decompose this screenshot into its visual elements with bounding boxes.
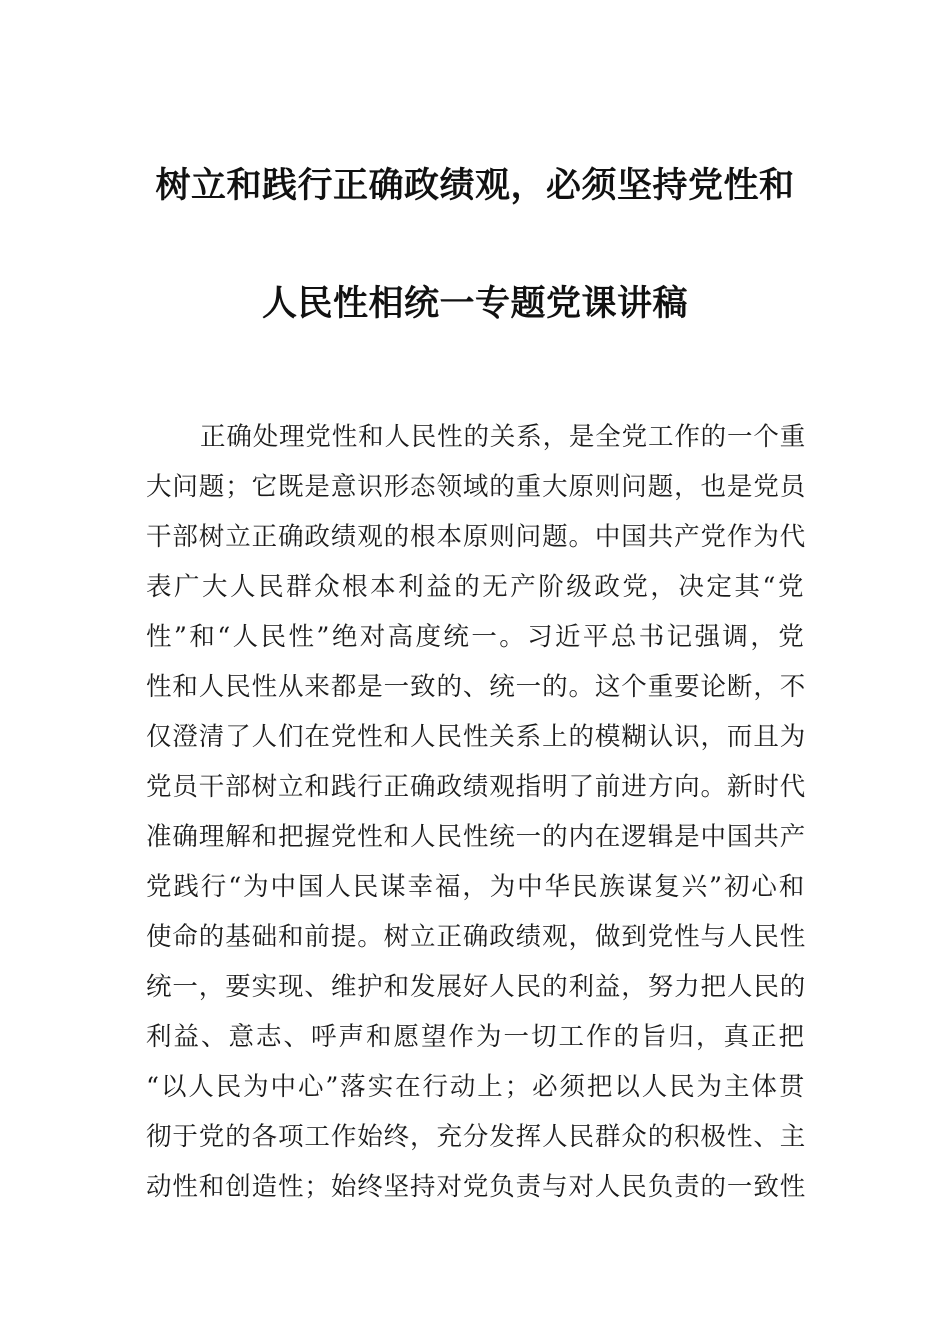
paragraph-line: 性”和“人民性”绝对高度统一。习近平总书记强调，党 <box>146 622 806 652</box>
paragraph-line: 大问题；它既是意识形态领域的重大原则问题，也是党员 <box>146 472 806 502</box>
paragraph-line: 准确理解和把握党性和人民性统一的内在逻辑是中国共产 <box>146 822 806 852</box>
paragraph-line: 性和人民性从来都是一致的、统一的。这个重要论断，不 <box>146 672 806 702</box>
document-title-line-1: 树立和践行正确政绩观，必须坚持党性和 <box>155 165 795 206</box>
paragraph-line: 统一，要实现、维护和发展好人民的利益，努力把人民的 <box>146 972 806 1002</box>
paragraph-line: 党践行“为中国人民谋幸福，为中华民族谋复兴”初心和 <box>146 872 806 902</box>
document-title-line-2: 人民性相统一专题党课讲稿 <box>261 283 688 324</box>
paragraph-line: 表广大人民群众根本利益的无产阶级政党，决定其“党 <box>146 572 806 602</box>
paragraph-line: “以人民为中心”落实在行动上；必须把以人民为主体贯 <box>146 1072 806 1102</box>
body-paragraph <box>146 412 806 1212</box>
paragraph-line: 干部树立正确政绩观的根本原则问题。中国共产党作为代 <box>146 522 806 552</box>
paragraph-line: 党员干部树立和践行正确政绩观指明了前进方向。新时代 <box>146 772 806 802</box>
paragraph-line: 正确处理党性和人民性的关系，是全党工作的一个重 <box>200 422 806 452</box>
paragraph-line: 彻于党的各项工作始终，充分发挥人民群众的积极性、主 <box>146 1122 806 1152</box>
paragraph-line: 仅澄清了人们在党性和人民性关系上的模糊认识，而且为 <box>146 722 806 752</box>
paragraph-line: 利益、意志、呼声和愿望作为一切工作的旨归，真正把 <box>146 1022 807 1052</box>
paragraph-line: 动性和创造性；始终坚持对党负责与对人民负责的一致性 <box>146 1172 806 1202</box>
paragraph-line: 使命的基础和前提。树立正确政绩观，做到党性与人民性 <box>146 922 806 952</box>
